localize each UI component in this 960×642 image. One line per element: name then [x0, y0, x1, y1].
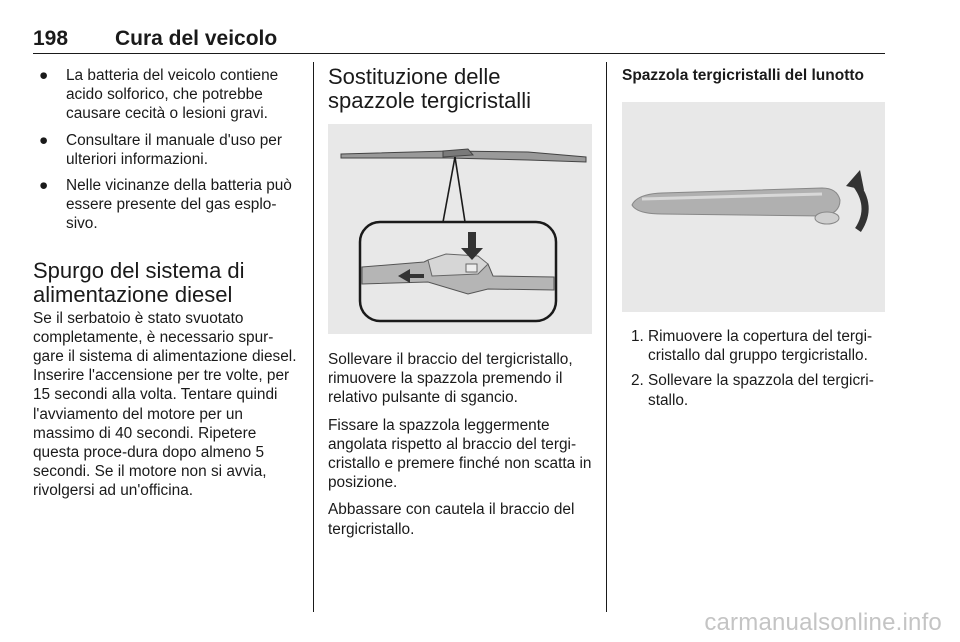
step-text: Rimuovere la copertura del tergi-cristallo dal gruppo tergicristallo.: [648, 328, 873, 365]
rear-wiper-illustration: [622, 102, 885, 312]
list-item: [33, 176, 303, 234]
list-item: [33, 66, 303, 124]
paragraph-step-2: Fissare la spazzola leggermente angolata rispetto al braccio del tergi-cristallo e premere finché non scatta in posizione.: [328, 416, 592, 492]
paragraph-step-1: Sollevare il braccio del tergicristallo, rimuovere la spazzola premendo il relativo pulsante di sgancio.: [328, 351, 573, 407]
wiper-blade-illustration: [328, 124, 592, 334]
list-item: [622, 371, 887, 409]
column-right: [622, 62, 887, 416]
paragraph-diesel-purge: Se il serbatoio è stato svuotato completamente, è necessario spur-gare il sistema di alimentazione diesel. Inserire l'accensione per tre volte, per 15 secondi alla volta. Tentare quindi l'avviamento del motore per un massimo di 40 secondi. Ripetere questa proce-dura dopo almeno 5 secondi. Se il motore non si avvia, rivolgersi ad un'officina.: [33, 309, 297, 500]
heading-rear-wiper: Spazzola tergicristalli del lunotto: [622, 67, 865, 84]
bullet-icon: ●: [39, 67, 49, 84]
list-item: [622, 327, 887, 365]
list-item-text: Nelle vicinanze della batteria può essere presente del gas esplo-sivo.: [66, 177, 292, 233]
step-number: 1.: [631, 328, 644, 345]
warning-list: [33, 66, 303, 234]
bullet-icon: ●: [39, 131, 49, 149]
step-text: Sollevare la spazzola del tergicri-stallo.: [648, 372, 874, 409]
bullet-icon: ●: [39, 177, 49, 195]
heading-wiper-replacement: Sostituzione delle spazzole tergicristalli: [328, 64, 531, 113]
list-item-text: La batteria del veicolo contiene acido solforico, che potrebbe causare cecità o lesioni gravi.: [66, 67, 279, 123]
rear-wiper-steps: [622, 327, 887, 410]
section-title: Cura del veicolo: [115, 27, 278, 50]
column-middle: [328, 62, 593, 547]
heading-diesel-purge: Spurgo del sistema di alimentazione diesel: [33, 257, 245, 307]
step-number: 2.: [631, 372, 644, 390]
watermark: carmanualsonline.info: [704, 609, 942, 636]
list-item: [33, 131, 303, 169]
page-header: [33, 27, 885, 54]
paragraph-step-3: Abbassare con cautela il braccio del tergicristallo.: [328, 501, 575, 538]
page-number: 198: [33, 27, 69, 50]
column-divider: [606, 62, 607, 612]
column-left: [33, 62, 303, 509]
column-divider: [313, 62, 314, 612]
list-item-text: Consultare il manuale d'uso per ulteriori informazioni.: [66, 131, 282, 168]
